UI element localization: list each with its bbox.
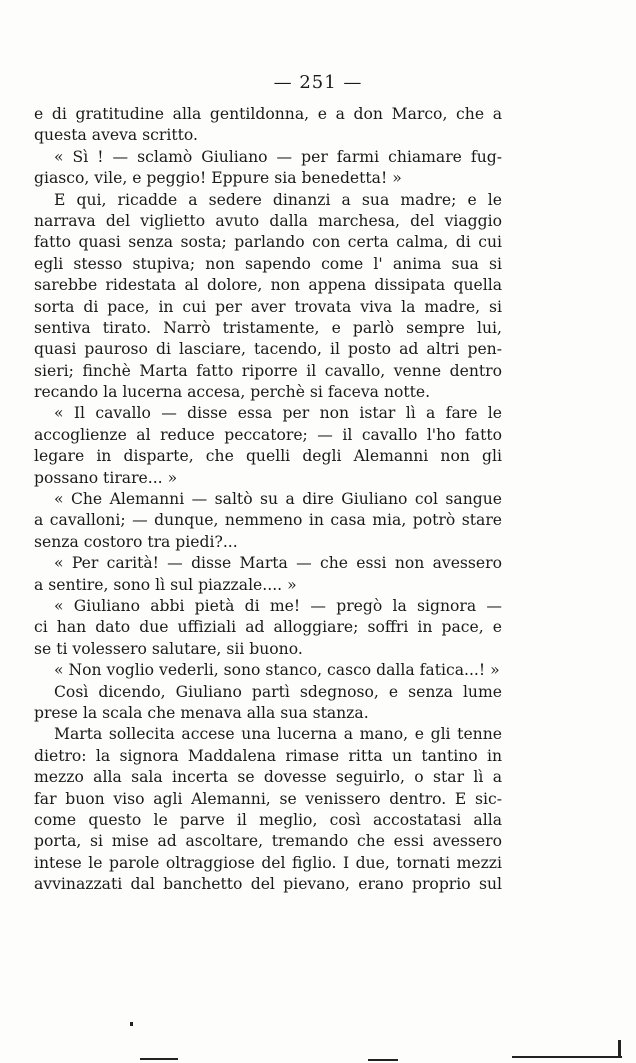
text-line: fatto quasi senza sosta; parlando con certa calma, di cui: [34, 233, 502, 252]
text-line: questa aveva scritto.: [34, 126, 198, 145]
text-line: E qui, ricadde a sedere dinanzi a sua madre; e le: [54, 190, 502, 209]
text-line: mezzo alla sala incerta se dovesse seguirlo, o star lì a: [34, 768, 502, 787]
text-line: avvinazzati dal banchetto del pievano, erano proprio sul: [34, 875, 502, 894]
text-line: « Il cavallo — disse essa per non istar lì a fare le: [54, 404, 502, 423]
text-line: senza costoro tra piedi?...: [34, 532, 238, 551]
body-text: [34, 104, 502, 895]
text-line: recando la lucerna accesa, perchè si faceva notte.: [34, 383, 431, 402]
text-line: giasco, vile, e peggio! Eppure sia benedetta! »: [34, 169, 402, 188]
text-line: « Giuliano abbi pietà di me! — pregò la signora —: [54, 596, 502, 615]
text-line: sorta di pace, in cui per aver trovata viva la madre, si: [34, 297, 502, 316]
text-line: possano tirare... »: [34, 468, 178, 487]
scan-speck: [140, 1058, 178, 1060]
text-line: sieri; finchè Marta fatto riporre il cavallo, venne dentro: [34, 361, 502, 380]
text-line: porta, si mise ad ascoltare, tremando che essi avessero: [34, 832, 502, 851]
text-line: « Non voglio vederli, sono stanco, casco dalla fatica...! »: [54, 661, 500, 680]
text-line: ci han dato due uffiziali ad alloggiare; soffri in pace, e: [34, 618, 502, 637]
scan-speck: [130, 1022, 133, 1026]
text-line: dietro: la signora Maddalena rimase ritta un tantino in: [34, 746, 502, 765]
scan-speck: [368, 1059, 398, 1061]
text-line: narrava del viglietto avuto dalla marchesa, del viaggio: [34, 211, 502, 230]
text-line: intese le parole oltraggiose del figlio. I due, tornati mezzi: [34, 853, 502, 872]
text-line: Marta sollecita accese una lucerna a mano, e gli tenne: [54, 725, 502, 744]
text-line: sentiva tirato. Narrò tristamente, e parlò sempre lui,: [34, 318, 502, 337]
scan-speck: [618, 1040, 621, 1058]
text-line: far buon viso agli Alemanni, se venissero dentro. E sic-: [34, 789, 502, 808]
text-line: come questo le parve il meglio, così accostatasi alla: [34, 810, 502, 829]
text-line: e di gratitudine alla gentildonna, e a don Marco, che a: [34, 105, 502, 123]
text-line: a cavalloni; — dunque, nemmeno in casa mia, potrò stare: [34, 511, 502, 530]
text-line: accoglienze al reduce peccatore; — il cavallo l'ho fatto: [34, 425, 502, 444]
text-line: se ti volessero salutare, sii buono.: [34, 639, 303, 658]
page-number: — 251 —: [273, 72, 363, 93]
scan-speck: [512, 1056, 622, 1058]
text-line: Così dicendo, Giuliano partì sdegnoso, e senza lume: [54, 682, 502, 701]
text-line: « Che Alemanni — saltò su a dire Giuliano col sangue: [54, 490, 502, 509]
text-line: prese la scala che menava alla sua stanza.: [34, 703, 369, 722]
text-line: egli stesso stupiva; non sapendo come l' anima sua si: [34, 254, 502, 273]
text-line: quasi pauroso di lasciare, tacendo, il posto ad altri pen-: [34, 340, 502, 359]
text-line: legare in disparte, che quelli degli Alemanni non gli: [34, 447, 502, 466]
text-line: a sentire, sono lì sul piazzale.... »: [34, 575, 297, 594]
text-line: « Sì ! — sclamò Giuliano — per farmi chiamare fug-: [54, 147, 502, 166]
text-line: « Per carità! — disse Marta — che essi non avessero: [54, 554, 502, 573]
text-line: sarebbe ridestata al dolore, non appena dissipata quella: [34, 276, 502, 295]
